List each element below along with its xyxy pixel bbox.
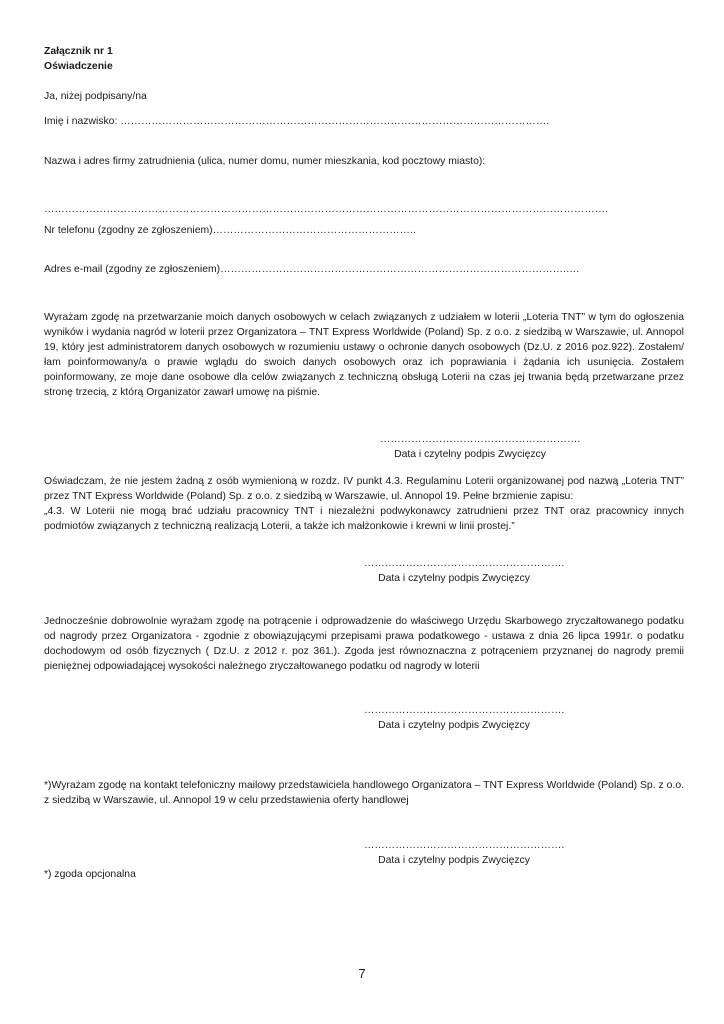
page-number: 7: [358, 966, 366, 981]
signature-caption: Data i czytelny podpis Zwycięzcy: [378, 720, 530, 731]
eligibility-declaration: Oświadczam, że nie jestem żadną z osób wymienioną w rozdz. IV punkt 4.3. Regulaminu Loterii organizowanej pod nazwą „Loteria TNT” przez TNT Express Worldwide (Poland) Sp. z o.o. z siedzibą w Warszawie, ul. Annopol 19. Pełne brzmienie zapisu:: [44, 476, 684, 502]
signature-block-3: [364, 703, 565, 733]
signature-line: ………………………………………………….: [380, 434, 581, 445]
signature-block-4: [364, 838, 565, 868]
tax-consent: Jednocześnie dobrowolnie wyrażam zgodę na potrącenie i odprowadzenie do właściwego Urzędu Skarbowego zryczałtowanego podatku od nagrody przez Organizatora - zgodnie z obowiązującymi przepisami prawa podatkowego - ustawa z dnia 26 lipca 1991r. o podatku dochodowym od osób fizycznych ( Dz.U. z 2012 r. poz 361.). Zgoda jest równoznaczna z potrąceniem przyznanej do nagrody premii pieniężnej odpowiadającej wysokości należnego zryczałtowanego podatku od nagrody w loterii: [44, 616, 684, 672]
signature-block-2: [364, 556, 565, 586]
intro-text: Ja, niżej podpisany/na: [44, 91, 147, 102]
regulation-quote: „4.3. W Loterii nie mogą brać udziału pracownicy TNT i niezależni podwykonawcy zatrudnieni przez TNT oraz pracownicy innych podmiotów związanych z techniczną realizacją Loterii, a także ich małżonkowie i krewni w linii prostej.”: [44, 506, 684, 532]
document-title: Oświadczenie: [44, 61, 113, 72]
optional-footnote: *) zgoda opcjonalna: [44, 869, 136, 880]
phone-field-line: Nr telefonu (zgodny ze zgłoszeniem)…………………………………………………..: [44, 225, 416, 236]
company-field-line: ……………………………………………………………………………………………………………………………………………….: [44, 204, 608, 215]
signature-line: ………………………………………………….: [364, 558, 565, 569]
signature-caption: Data i czytelny podpis Zwycięzcy: [378, 855, 530, 866]
signature-line: ………………………………………………….: [364, 705, 565, 716]
signature-caption: Data i czytelny podpis Zwycięzcy: [378, 573, 530, 584]
marketing-consent: *)Wyrażam zgodę na kontakt telefoniczny mailowy przedstawiciela handlowego Organizatora – TNT Express Worldwide (Poland) Sp. z o.o. z siedzibą w Warszawie, ul. Annopol 19 w celu przedstawienia oferty handlowej: [44, 780, 684, 806]
company-field-label: Nazwa i adres firmy zatrudnienia (ulica, numer domu, numer mieszkania, kod pocztowy miasto):: [44, 156, 486, 167]
name-field-line: Imię i nazwisko: …………………………………………………………………………………………………………….: [44, 116, 550, 127]
attachment-label: Załącznik nr 1: [44, 46, 113, 57]
email-field-line: Adres e-mail (zgodny ze zgłoszeniem)……………………………………………………………………………………….….: [44, 264, 580, 275]
signature-block-1: [380, 432, 581, 462]
data-processing-consent: Wyrażam zgodę na przetwarzanie moich danych osobowych w celach związanych z udziałem w loterii „Loteria TNT” w tym do ogłoszenia wyników i wydania nagród w loterii przez Organizatora – TNT Express Worldwide (Poland) Sp. z o.o. z siedzibą w Warszawie, ul. Annopol 19, który jest administratorem danych osobowych w rozumieniu ustawy o ochronie danych osobowych (Dz.U. z 2016 poz.922). Zostałem/łam poinformowany/a o prawie wglądu do swoich danych osobowych oraz ich poprawiania i żądania ich usunięcia. Zostałem poinformowany, ze moje dane osobowe dla celów związanych z techniczną obsługą Loterii na czas jej trwania będą przetwarzane przez stronę trzecią, z którą Organizator zawarł umowę na piśmie.: [44, 312, 684, 398]
signature-caption: Data i czytelny podpis Zwycięzcy: [394, 449, 546, 460]
signature-line: ………………………………………………….: [364, 840, 565, 851]
